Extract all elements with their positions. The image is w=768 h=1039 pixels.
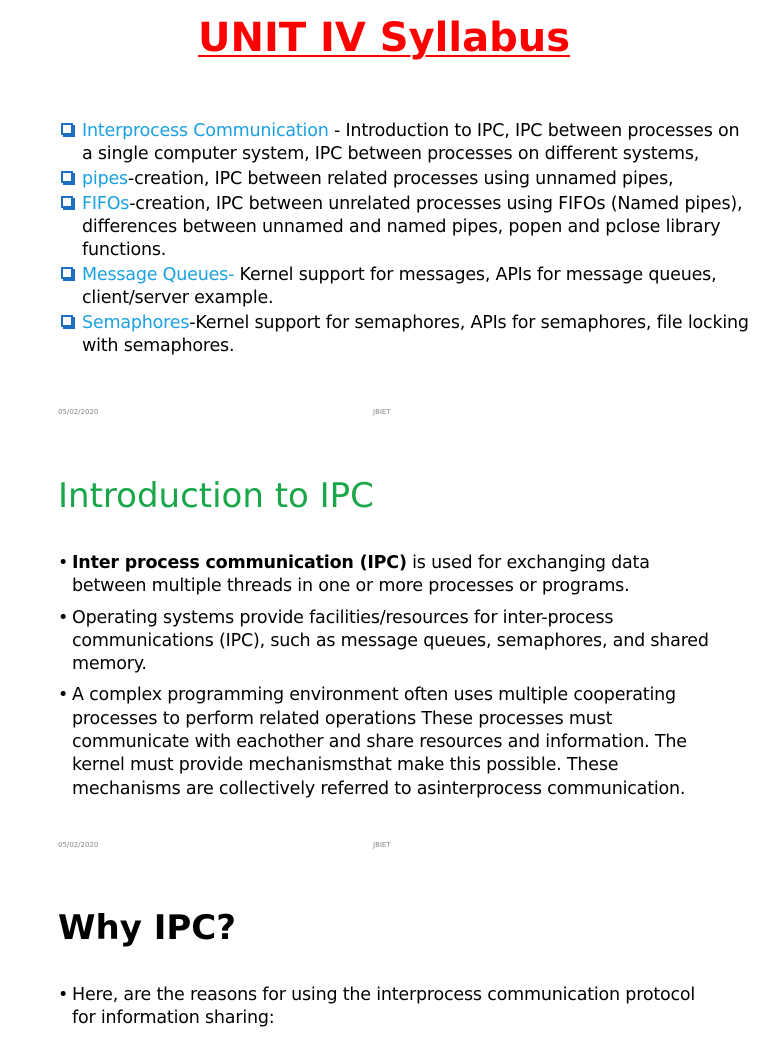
- list-item: Message Queues- Kernel support for messages, APIs for message queues, client/server example.: [60, 264, 750, 310]
- checkbox-bullet-icon: [61, 123, 73, 135]
- footer-org: JBIET: [373, 841, 391, 849]
- checkbox-bullet-icon: [61, 171, 73, 183]
- list-item: FIFOs-creation, IPC between unrelated processes using FIFOs (Named pipes), differences between unnamed and named pipes, popen and pclose library functions.: [60, 193, 750, 262]
- footer-date: 05/02/2020: [58, 841, 99, 849]
- bullet-list: [58, 984, 718, 1039]
- list-item: • Inter process communication (IPC) is used for exchanging data between multiple threads in one or more processes or programs.: [58, 552, 718, 599]
- checkbox-bullet-icon: [61, 315, 73, 327]
- list-item: • A complex programming environment often uses multiple cooperating processes to perform related operations These processes must communicate with eachother and share resources and information. The kernel must provide mechanismsthat make this possible. These mechanisms are collectively referred to asinterprocess communication.: [58, 684, 718, 800]
- footer-date: 05/02/2020: [58, 408, 99, 416]
- list-item: • Here, are the reasons for using the interprocess communication protocol for information sharing:: [58, 984, 718, 1031]
- syllabus-list: [60, 120, 750, 360]
- slide-title: Introduction to IPC: [58, 476, 374, 516]
- list-item: Semaphores-Kernel support for semaphores, APIs for semaphores, file locking with semaphores.: [60, 312, 750, 358]
- list-item: Interprocess Communication - Introduction to IPC, IPC between processes on a single computer system, IPC between processes on different systems,: [60, 120, 750, 166]
- list-item: • Operating systems provide facilities/resources for inter-process communications (IPC), such as message queues, semaphores, and shared memory.: [58, 607, 718, 677]
- checkbox-bullet-icon: [61, 196, 73, 208]
- bullet-list: [58, 552, 718, 809]
- checkbox-bullet-icon: [61, 267, 73, 279]
- slide-title: UNIT IV Syllabus: [197, 15, 571, 61]
- footer-org: JBIET: [373, 408, 391, 416]
- slide-title: Why IPC?: [58, 908, 236, 948]
- slide-introduction: [0, 432, 768, 864]
- slide-why-ipc: [0, 864, 768, 1029]
- slide-syllabus: [0, 0, 768, 432]
- list-item: pipes-creation, IPC between related processes using unnamed pipes,: [60, 168, 750, 191]
